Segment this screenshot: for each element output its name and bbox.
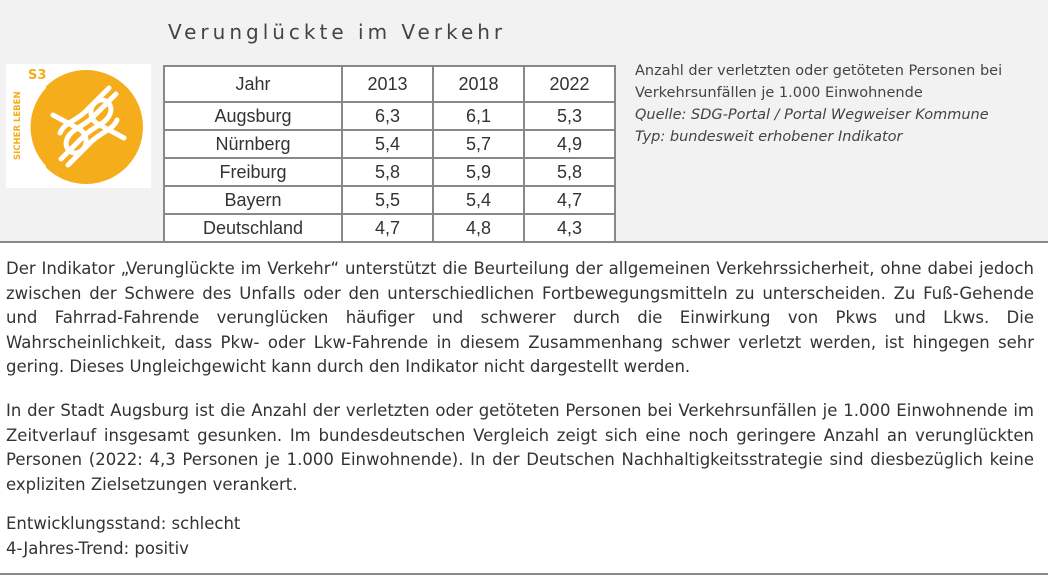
row-label: Bayern [164, 186, 342, 214]
table-cell: 5,3 [524, 102, 615, 130]
table-cell: 4,9 [524, 130, 615, 158]
table-cell: 5,9 [433, 158, 524, 186]
indicator-info [635, 60, 1035, 148]
bottom-divider [0, 573, 1048, 575]
table-header-row [164, 66, 615, 102]
table-cell: 6,3 [342, 102, 433, 130]
row-label: Augsburg [164, 102, 342, 130]
row-label: Deutschland [164, 214, 342, 242]
logo-label: SICHER LEBEN [13, 91, 23, 160]
column-header: 2018 [433, 66, 524, 102]
table-cell: 4,3 [524, 214, 615, 242]
development-status: Entwicklungsstand: schlecht [6, 514, 241, 533]
table-cell: 6,1 [433, 102, 524, 130]
table-cell: 5,7 [433, 130, 524, 158]
table-row [164, 158, 615, 186]
knot-icon [6, 64, 151, 188]
column-header: 2013 [342, 66, 433, 102]
table-row [164, 102, 615, 130]
table-row [164, 186, 615, 214]
column-header: 2022 [524, 66, 615, 102]
table-cell: 5,8 [524, 158, 615, 186]
table-cell: 5,4 [433, 186, 524, 214]
body-paragraph-1: Der Indikator „Verunglückte im Verkehr“ unterstützt die Beurteilung der allgemeinen Verkehrssicherheit, ohne dabei jedoch zwischen der Schwere des Unfalls oder den unterschiedlichen Fortbewegungsmitteln zu unterscheiden. Zu Fuß-Gehende und Fahrrad-Fahrende verunglücken häufiger und schwerer durch die Einwirkung von Pkws und Lkws. Die Wahrscheinlichkeit, dass Pkw- oder Lkw-Fahrende in diesem Zusammenhang schwer verletzt werden, ist hingegen sehr gering. Dieses Ungleichgewicht kann durch den Indikator nicht dargestellt werden. [6, 259, 1034, 376]
column-header: Jahr [164, 66, 342, 102]
indicator-description: Anzahl der verletzten oder getöteten Personen bei Verkehrsunfällen je 1.000 Einwohnende [635, 63, 1003, 101]
table-cell: 4,8 [433, 214, 524, 242]
logo-code: S3 [28, 68, 47, 83]
indicator-table [163, 65, 616, 243]
row-label: Nürnberg [164, 130, 342, 158]
indicator-source: Quelle: SDG-Portal / Portal Wegweiser Kommune [635, 107, 989, 123]
page-title: Verunglückte im Verkehr [168, 20, 507, 44]
table-cell: 4,7 [524, 186, 615, 214]
table-cell: 4,7 [342, 214, 433, 242]
table-cell: 5,4 [342, 130, 433, 158]
assessment [6, 512, 1034, 561]
row-label: Freiburg [164, 158, 342, 186]
table-row [164, 130, 615, 158]
trend-status: 4-Jahres-Trend: positiv [6, 538, 189, 558]
body-paragraph-2: In der Stadt Augsburg ist die Anzahl der verletzten oder getöteten Personen bei Verkehrsunfällen je 1.000 Einwohnende im Zeitverlauf insgesamt gesunken. Im bundesdeutschen Vergleich zeigt sich eine noch geringere Anzahl an verunglückten Personen (2022: 4,3 Personen je 1.000 Einwohnende). In der Deutschen Nachhaltigkeitsstrategie sind diesbezüglich keine expliziten Zielsetzungen verankert. [6, 401, 1034, 494]
table-row [164, 214, 615, 242]
table-cell: 5,8 [342, 158, 433, 186]
sdg-logo [6, 64, 151, 188]
indicator-type: Typ: bundesweit erhobener Indikator [635, 129, 903, 145]
table-cell: 5,5 [342, 186, 433, 214]
